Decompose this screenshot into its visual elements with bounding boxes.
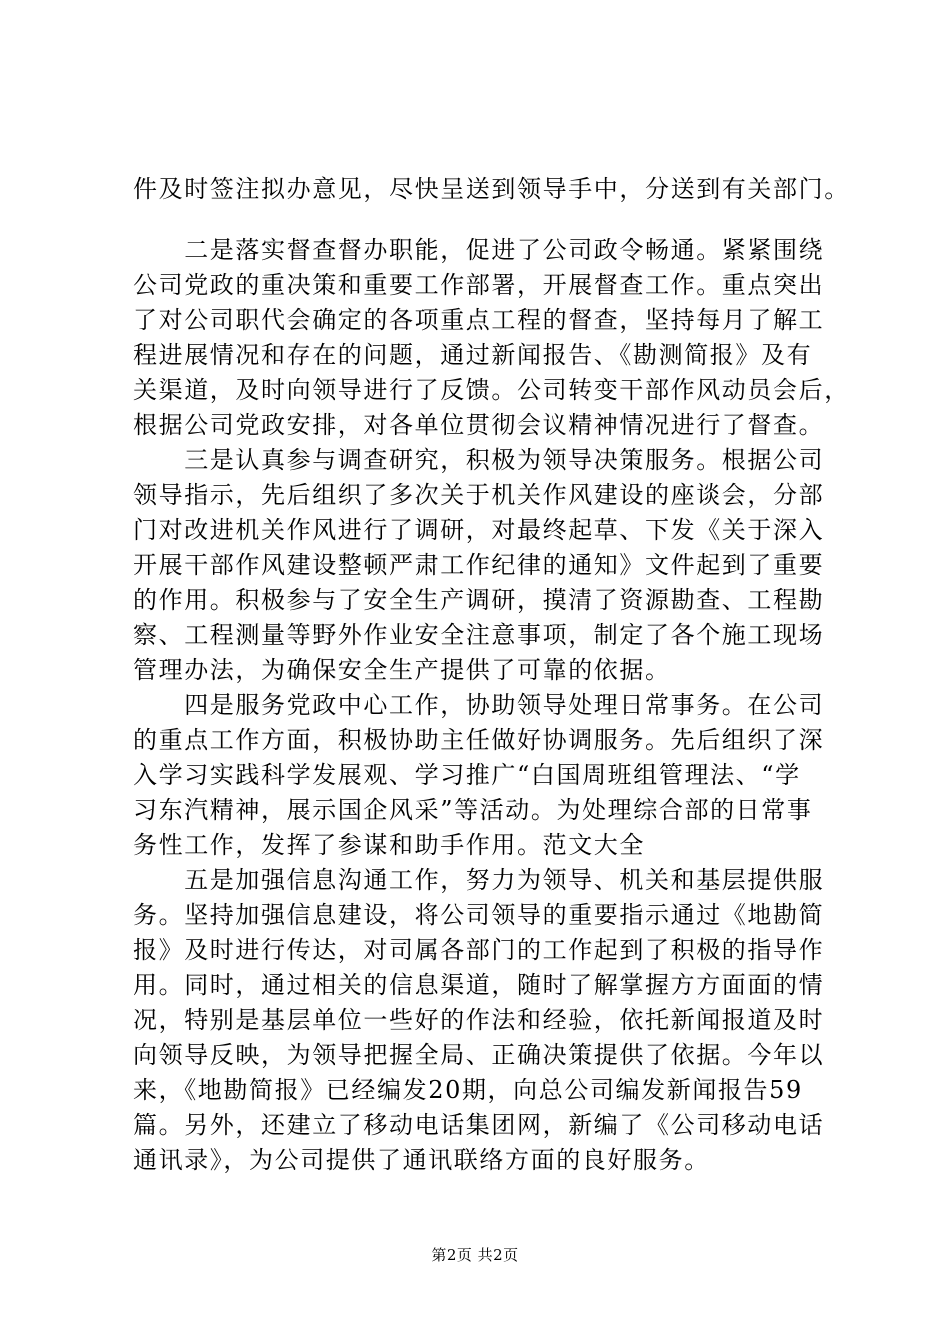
paragraph-3 [133,443,853,688]
text-line: 的重点工作方面，积极协助主任做好协调服务。先后组织了深 [133,726,825,754]
text-line: 门对改进机关作风进行了调研，对最终起草、下发《关于深入 [133,516,825,544]
text-line: 务。坚持加强信息建设，将公司领导的重要指示通过《地勘简 [133,901,825,929]
paragraph-continuation [133,172,853,207]
document-body [133,172,853,1178]
text-line: 关渠道，及时向领导进行了反馈。公司转变干部作风动员会后， [133,376,850,404]
text-line: 来，《地勘简报》已经编发20期，向总公司编发新闻报告59 [133,1076,803,1104]
text-line: 程进展情况和存在的问题，通过新闻报告、《勘测简报》及有 [133,341,813,369]
paragraph-2 [133,233,853,443]
paragraph-gap [133,207,853,233]
paragraph-4 [133,688,853,863]
text-line: 根据公司党政安排，对各单位贯彻会议精神情况进行了督查。 [133,411,825,439]
text-line: 领导指示，先后组织了多次关于机关作风建设的座谈会，分部 [133,481,825,509]
text-line: 了对公司职代会确定的各项重点工程的督查，坚持每月了解工 [133,306,825,334]
text-line: 五是加强信息沟通工作，努力为领导、机关和基层提供服 [133,866,825,894]
text-line: 用。同时，通过相关的信息渠道，随时了解掌握方方面面的情 [133,971,825,999]
text-line: 件及时签注拟办意见，尽快呈送到领导手中，分送到有关部门。 [133,175,850,203]
text-line: 篇。另外，还建立了移动电话集团网，新编了《公司移动电话 [133,1111,825,1139]
paragraph-5 [133,863,853,1178]
text-line: 通讯录》，为公司提供了通讯联络方面的良好服务。 [133,1146,710,1174]
text-line: 察、工程测量等野外作业安全注意事项，制定了各个施工现场 [133,621,825,649]
text-line: 管理办法，为确保安全生产提供了可靠的依据。 [133,656,671,684]
text-line: 四是服务党政中心工作，协助领导处理日常事务。在公司 [133,691,825,719]
text-line: 务性工作，发挥了参谋和助手作用。范文大全 [133,831,645,859]
text-line: 况，特别是基层单位一些好的作法和经验，依托新闻报道及时 [133,1006,825,1034]
text-line: 开展干部作风建设整顿严肃工作纪律的通知》文件起到了重要 [133,551,825,579]
text-line: 二是落实督查督办职能，促进了公司政令畅通。紧紧围绕 [133,236,825,264]
text-line: 报》及时进行传达，对司属各部门的工作起到了积极的指导作 [133,936,825,964]
text-line: 向领导反映，为领导把握全局、正确决策提供了依据。今年以 [133,1041,825,1069]
text-line: 入学习实践科学发展观、学习推广“白国周班组管理法、“学 [133,761,801,789]
text-line: 三是认真参与调查研究，积极为领导决策服务。根据公司 [133,446,825,474]
text-line: 习东汽精神，展示国企风采”等活动。为处理综合部的日常事 [133,796,813,824]
text-line: 公司党政的重决策和重要工作部署，开展督查工作。重点突出 [133,271,825,299]
page-number-footer: 第2页 共2页 [431,1246,519,1264]
text-line: 的作用。积极参与了安全生产调研，摸清了资源勘查、工程勘 [133,586,825,614]
